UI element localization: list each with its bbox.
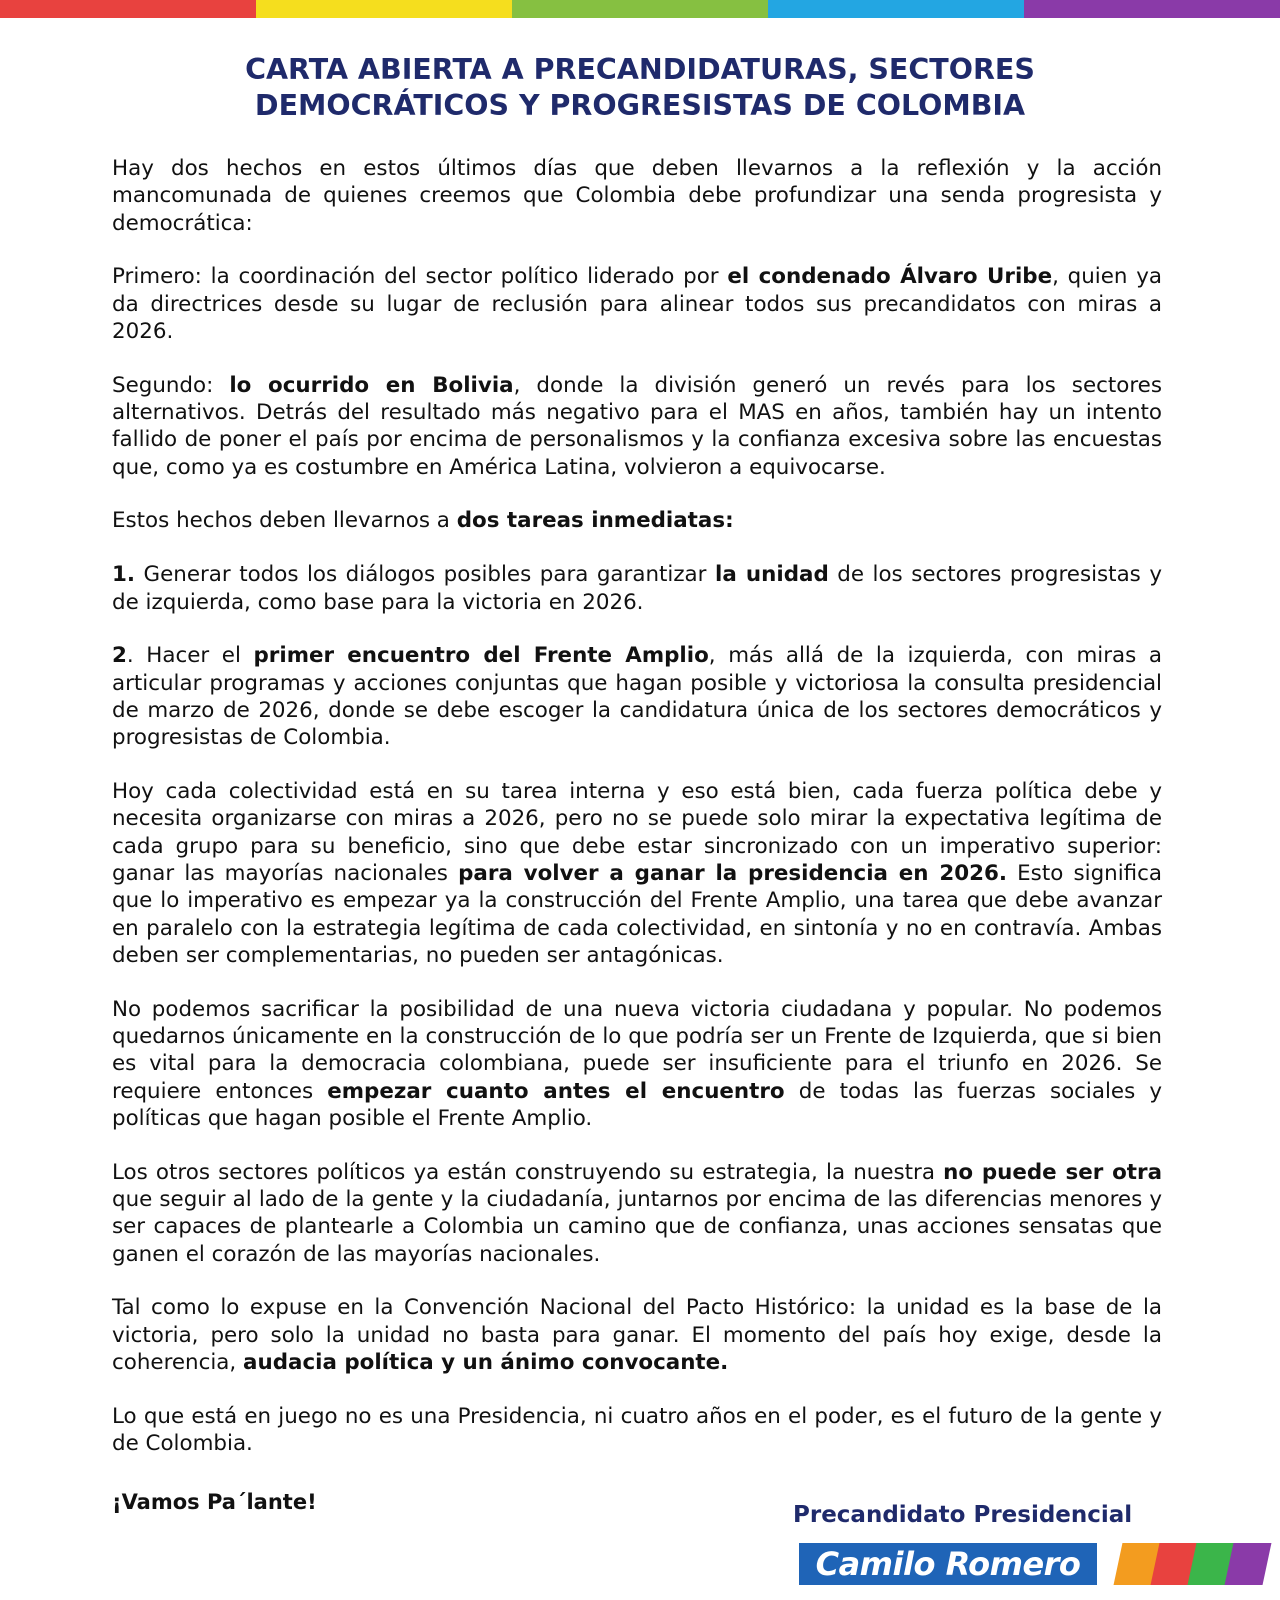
text: que seguir al lado de la gente y la ciudadanía, juntarnos por encima de las diferencias menores y ser capaces de plantearle a Colombia un camino que de confianza, unas acciones sensatas que ganen el corazón de las mayorías nacionales. bbox=[112, 1186, 1162, 1267]
text: Estos hechos deben llevarnos a bbox=[112, 508, 457, 534]
text: . Hacer el bbox=[126, 643, 254, 669]
bold-text: el condenado Álvaro Uribe bbox=[727, 264, 1053, 290]
stripe-red bbox=[0, 0, 256, 18]
brand-color-blocks bbox=[1119, 1543, 1267, 1585]
text: de los sectores progresistas y de izquierda, como base para la victoria en 2026. bbox=[112, 562, 1162, 615]
paragraph-intro: Hay dos hechos en estos últimos días que deben llevarnos a la reflexión y la acción mancomunada de quienes creemos que Colombia debe profundizar una senda progresista y democrática: bbox=[112, 156, 1162, 236]
bold-text: no puede ser otra bbox=[943, 1159, 1163, 1185]
text: de todas las fuerzas sociales y políticas que hagan posible el Frente Amplio. bbox=[112, 1078, 1163, 1131]
signature-role: Precandidato Presidencial bbox=[793, 1502, 1133, 1528]
signature-name: Camilo Romero bbox=[815, 1545, 1081, 1583]
bold-text: lo ocurrido en Bolivia bbox=[229, 372, 514, 398]
stripe-purple bbox=[1024, 0, 1280, 18]
paragraph-victoria bbox=[112, 996, 1162, 1132]
text: Primero: la coordinación del sector político liderado por bbox=[112, 264, 728, 290]
bold-text: dos tareas inmediatas: bbox=[456, 508, 734, 534]
stripe-yellow bbox=[256, 0, 512, 18]
text: Tal como lo expuse en la Convención Nacional del Pacto Histórico: la unidad es la base de la victoria, pero solo la unidad no basta para ganar. El momento del país hoy exige, desde la coherencia, bbox=[112, 1295, 1162, 1375]
list-number: 1. bbox=[112, 562, 136, 588]
paragraph-tarea-2 bbox=[112, 642, 1162, 751]
bold-text: empezar cuanto antes el encuentro bbox=[327, 1078, 785, 1104]
text: Los otros sectores políticos ya están construyendo su estrategia, la nuestra bbox=[112, 1159, 944, 1185]
title-line-2: DEMOCRÁTICOS Y PROGRESISTAS DE COLOMBIA bbox=[254, 89, 1026, 122]
text: Segundo: bbox=[112, 372, 230, 398]
letter-title bbox=[0, 52, 1280, 124]
text: Esto significa que lo imperativo es empezar ya la construcción del Frente Amplio, una tarea que debe avanzar en paralelo con la estrategia legítima de cada colectividad, en sintonía y no en contravía. Ambas deben ser complementarias, no pueden ser antagónicas. bbox=[112, 860, 1162, 968]
bold-text: para volver a ganar la presidencia en 2026. bbox=[458, 860, 1007, 886]
signature-name-logo bbox=[799, 1543, 1097, 1585]
paragraph-convencion bbox=[112, 1294, 1162, 1376]
paragraph-estrategia bbox=[112, 1159, 1162, 1268]
paragraph-colectividad bbox=[112, 778, 1162, 969]
stripe-green bbox=[512, 0, 768, 18]
letter-body bbox=[112, 155, 1162, 1484]
paragraph-futuro: Lo que está en juego no es una Presidencia, ni cuatro años en el poder, es el futuro de la gente y de Colombia. bbox=[112, 1403, 1162, 1456]
list-number: 2 bbox=[112, 643, 127, 669]
closing-slogan: ¡Vamos Pa´lante! bbox=[112, 1490, 317, 1514]
block-purple bbox=[1225, 1543, 1272, 1585]
bold-text: primer encuentro del Frente Amplio bbox=[253, 643, 709, 669]
stripe-blue bbox=[768, 0, 1024, 18]
paragraph-primero bbox=[112, 263, 1162, 345]
text: Generar todos los diálogos posibles para garantizar bbox=[135, 562, 715, 588]
text: Hoy cada colectividad está en su tarea interna y eso está bien, cada fuerza política debe y necesita organizarse con miras a 2026, pero no se puede solo mirar la expectativa legítima de cada grupo para su beneficio, sino que debe estar sincronizado con un imperativo superior: ganar las mayorías nacionales bbox=[112, 779, 1162, 886]
text: , más allá de la izquierda, con miras a articular programas y acciones conjuntas que hagan posible y victoriosa la consulta presidencial de marzo de 2026, donde se debe escoger la candidatura única de los sectores democráticos y progresistas de Colombia. bbox=[112, 643, 1162, 751]
text: No podemos sacrificar la posibilidad de una nueva victoria ciudadana y popular. No podemos quedarnos únicamente en la construcción de lo que podría ser un Frente de Izquierda, que si bien es vital para la democracia colombiana, puede ser insuficiente para el triunfo en 2026. Se requiere entonces bbox=[112, 996, 1162, 1104]
top-color-stripe bbox=[0, 0, 1280, 18]
paragraph-segundo bbox=[112, 372, 1162, 481]
text: , donde la división generó un revés para los sectores alternativos. Detrás del resultado más negativo para el MAS en años, también hay un intento fallido de poner el país por encima de personalismos y la confianza excesiva sobre las encuestas que, como ya es costumbre en América Latina, volvieron a equivocarse. bbox=[112, 372, 1162, 480]
paragraph-tarea-1 bbox=[112, 561, 1162, 616]
title-line-1: CARTA ABIERTA A PRECANDIDATURAS, SECTORES bbox=[245, 53, 1035, 86]
text: , quien ya da directrices desde su lugar de reclusión para alinear todos sus precandidatos con miras a 2026. bbox=[112, 264, 1163, 344]
bold-text: la unidad bbox=[714, 562, 829, 588]
paragraph-tareas bbox=[112, 507, 1162, 534]
bold-text: audacia política y un ánimo convocante. bbox=[243, 1349, 729, 1375]
